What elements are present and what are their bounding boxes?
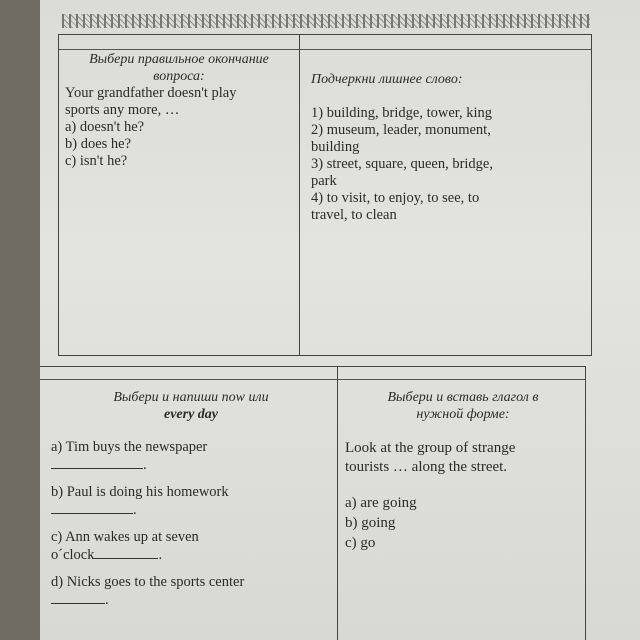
grammar-question-cell: [65, 51, 293, 170]
answer-blank-a[interactable]: [51, 456, 143, 469]
grammar-instruction: Выбери правильное окончание вопроса:: [89, 52, 269, 84]
option-c[interactable]: c) isn't he?: [65, 153, 128, 169]
option-b[interactable]: b) going: [345, 515, 396, 531]
odd-word-list: [311, 105, 587, 224]
exercise-item-a: a) Tim buys the newspaper .: [51, 439, 208, 473]
bottom-card: [40, 366, 586, 640]
grammar-question: Your grandfather doesn't play sports any more, …: [65, 85, 237, 118]
answer-blank-c[interactable]: [94, 546, 158, 559]
now-everyday-instruction: Выбери и напиши now или every day: [113, 390, 269, 422]
option-a[interactable]: a) doesn't he?: [65, 119, 145, 135]
verb-form-cell: [345, 389, 581, 553]
exercise-item-b: b) Paul is doing his homework .: [51, 484, 229, 518]
decorative-border: [62, 14, 590, 28]
option-c[interactable]: c) go: [345, 535, 376, 551]
odd-word-cell: [311, 71, 587, 224]
grammar-options: [65, 119, 293, 170]
list-item[interactable]: park: [311, 173, 337, 189]
exercise-item-d: d) Nicks goes to the sports center .: [51, 574, 245, 608]
verb-sentence: Look at the group of strange tourists … along the street.: [345, 440, 516, 475]
list-item[interactable]: 1) building, bridge, tower, king: [311, 105, 493, 121]
verb-options: [345, 493, 581, 553]
now-everyday-cell: [51, 389, 331, 609]
answer-blank-b[interactable]: [51, 501, 133, 514]
list-item[interactable]: travel, to clean: [311, 207, 397, 223]
answer-blank-d[interactable]: [51, 591, 105, 604]
list-item[interactable]: 2) museum, leader, monument,: [311, 122, 491, 138]
list-item[interactable]: 3) street, square, queen, bridge,: [311, 156, 493, 172]
option-a[interactable]: a) are going: [345, 495, 417, 511]
exercise-item-c: c) Ann wakes up at seven o´clock .: [51, 529, 199, 563]
option-b[interactable]: b) does he?: [65, 136, 132, 152]
list-item[interactable]: building: [311, 139, 360, 155]
verb-form-instruction: Выбери и вставь глагол в нужной форме:: [387, 390, 539, 422]
top-card: [58, 34, 592, 356]
list-item[interactable]: 4) to visit, to enjoy, to see, to: [311, 190, 480, 206]
worksheet-page: [40, 0, 640, 640]
odd-word-instruction: Подчеркни лишнее слово:: [311, 72, 463, 87]
